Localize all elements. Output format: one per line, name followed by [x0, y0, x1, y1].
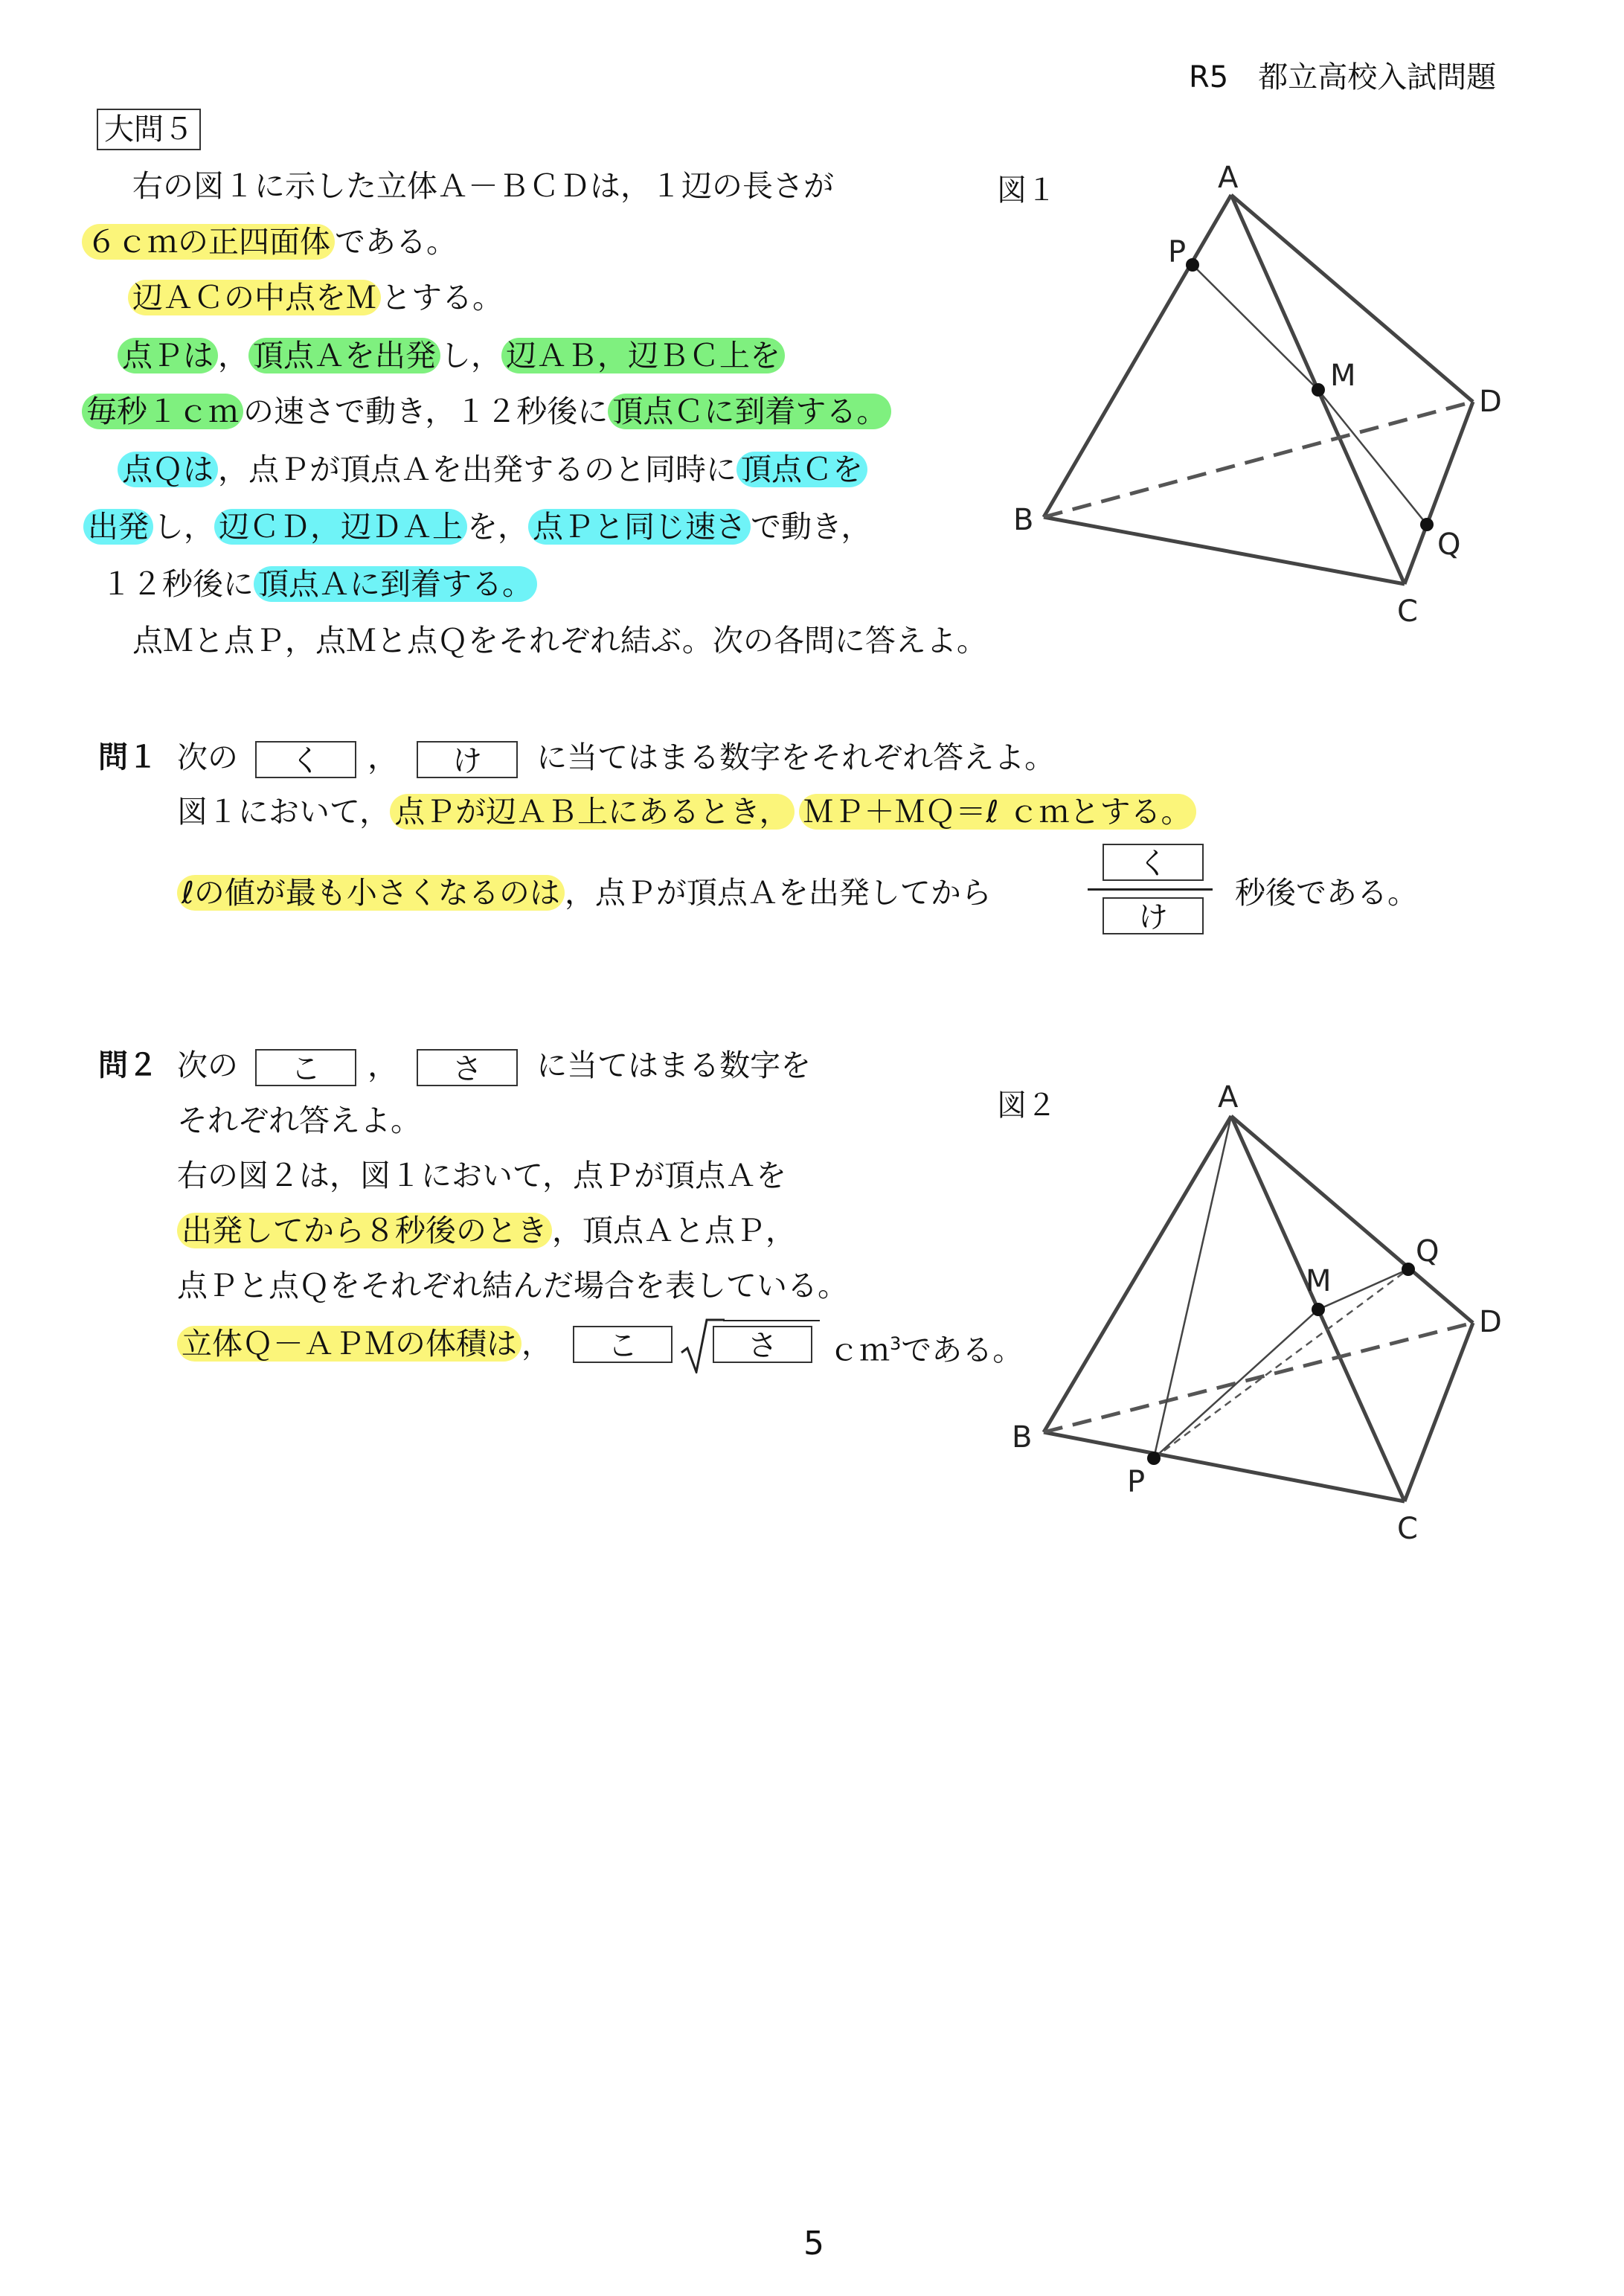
highlight-volume: 立体Ｑ－ＡＰＭの体積は [177, 1326, 521, 1362]
intro-line-1 [132, 165, 834, 207]
intro-text: １２秒後に [101, 566, 254, 602]
question-1-label: 問１ [98, 740, 158, 775]
question-1-line-2 [177, 791, 1196, 833]
fraction-bar [1088, 888, 1213, 891]
highlight-mp-mq: ＭＰ＋ＭＱ＝ℓ ｃｍとする。 [799, 794, 1196, 830]
highlight-speed: 毎秒１ｃｍ [82, 394, 243, 429]
edge-bc [1044, 517, 1405, 584]
q2-text: に当てはまる数字を [536, 1048, 812, 1083]
edge-ab [1044, 195, 1231, 517]
q1-text: ，点Ｐが頂点Ａを出発してから [564, 875, 992, 911]
segment-pm [1154, 1309, 1318, 1458]
page-number: 5 [803, 2225, 824, 2263]
highlight-arrive-a: 頂点Ａに到着する。 [254, 566, 537, 602]
highlight-l-minimum: ℓの値が最も小さくなるのは [177, 875, 565, 911]
point-m-dot [1312, 383, 1325, 397]
q2-text: 次の [177, 1048, 238, 1083]
section-label: 大問５ [97, 109, 201, 150]
q2-text: ，頂点Ａと点Ｐ， [552, 1213, 796, 1248]
answer-box-sa-volume[interactable]: さ [713, 1326, 812, 1363]
point-p-dot [1147, 1452, 1161, 1465]
edge-bc [1044, 1432, 1405, 1501]
highlight-edge-length: ６ｃｍの正四面体 [82, 224, 335, 260]
edge-bd-hidden [1044, 1323, 1473, 1432]
intro-text: 右の図１に示した立体Ａ－ＢＣＤは，１辺の長さが [132, 168, 834, 204]
highlight-start-a: 頂点Ａを出発 [248, 338, 440, 373]
segment-pm [1193, 265, 1318, 390]
intro-text: ，点Ｐが頂点Ａを出発するのと同時に [218, 452, 736, 487]
segment-ap [1154, 1116, 1231, 1458]
answer-box-sa[interactable]: さ [417, 1049, 518, 1086]
intro-line-7 [83, 506, 871, 548]
vertex-label-d: D [1479, 1305, 1502, 1339]
question-2-line-4 [177, 1210, 796, 1251]
fraction-denominator-box[interactable]: け [1103, 897, 1204, 934]
vertex-label-b: B [1013, 503, 1034, 537]
question-2-line-5: 点Ｐと点Ｑをそれぞれ結んだ場合を表している。 [177, 1268, 848, 1303]
question-2-line-6 [177, 1323, 552, 1365]
intro-text: の速さで動き，１２秒後に [243, 394, 609, 429]
segment-pq-hidden [1154, 1269, 1408, 1458]
intro-text: 点Ｍと点Ｐ，点Ｍと点Ｑをそれぞれ結ぶ。次の各問に答えよ。 [132, 623, 987, 658]
intro-text: とする。 [381, 280, 503, 315]
highlight-same-speed: 点Ｐと同じ速さ [528, 509, 751, 545]
point-label-m: M [1306, 1264, 1332, 1298]
intro-line-2 [82, 221, 457, 263]
question-2-unit [829, 1323, 1023, 1371]
highlight-p-on-ab: 点Ｐが辺ＡＢ上にあるとき， [390, 794, 794, 830]
q2-text: ， [368, 1048, 399, 1083]
vertex-label-c: C [1397, 594, 1418, 629]
highlight-start-c: 頂点Ｃを [736, 452, 867, 487]
point-q-dot [1420, 518, 1434, 531]
figure-1-label: 図１ [997, 173, 1056, 208]
edge-bd-hidden [1044, 402, 1473, 517]
point-label-p: P [1168, 235, 1187, 269]
intro-line-8 [101, 563, 537, 605]
vertex-label-b: B [1012, 1420, 1033, 1455]
edge-cd [1405, 1323, 1473, 1501]
unit-cm: ｃｍ [829, 1332, 890, 1368]
figure-2-label: 図２ [997, 1088, 1056, 1123]
q2-text: である。 [901, 1332, 1024, 1368]
question-2-line-2: それぞれ答えよ。 [177, 1103, 421, 1138]
intro-line-5 [82, 391, 891, 432]
highlight-point-q: 点Ｑは [118, 452, 218, 487]
figure-2-tetrahedron [1004, 1071, 1525, 1562]
question-1-line-1 [177, 737, 1055, 778]
vertex-label-d: D [1479, 385, 1502, 419]
page-header: R5 都立高校入試問題 [1189, 60, 1497, 94]
q1-text: ， [368, 740, 399, 775]
question-2-label: 問２ [98, 1048, 158, 1083]
intro-text: である。 [335, 224, 457, 260]
answer-box-ko[interactable]: こ [255, 1049, 356, 1086]
point-p-dot [1186, 258, 1199, 272]
segment-mq [1318, 1269, 1408, 1309]
question-1-line-3-end: 秒後である。 [1235, 875, 1418, 911]
q1-text: 図１において， [177, 794, 391, 830]
intro-line-9 [132, 620, 987, 661]
vertex-label-a: A [1218, 1080, 1239, 1115]
highlight-edges-ab-bc: 辺ＡＢ，辺ＢＣ上を [501, 338, 785, 373]
point-label-q: Q [1416, 1234, 1440, 1269]
q1-text: 次の [177, 740, 238, 775]
point-label-m: M [1330, 359, 1356, 393]
highlight-midpoint: 辺ＡＣの中点をＭ [128, 280, 381, 315]
fraction-ku-over-ke [1088, 844, 1213, 942]
q1-text: に当てはまる数字をそれぞれ答えよ。 [536, 740, 1056, 775]
intro-line-6 [118, 449, 867, 490]
point-q-dot [1402, 1263, 1415, 1276]
q2-text: ， [521, 1326, 552, 1362]
square-root-overline [723, 1320, 820, 1321]
answer-box-ke[interactable]: け [417, 741, 518, 778]
question-2-line-1 [177, 1045, 811, 1086]
highlight-depart: 出発 [83, 509, 153, 545]
unit-superscript: 3 [890, 1333, 902, 1354]
vertex-label-c: C [1397, 1512, 1418, 1546]
edge-ad [1231, 1116, 1473, 1323]
answer-box-ko-volume[interactable]: こ [573, 1326, 673, 1363]
point-label-p: P [1127, 1465, 1146, 1499]
intro-text: し， [153, 509, 214, 545]
fraction-numerator-box[interactable]: く [1103, 844, 1204, 881]
question-2-line-3: 右の図２は，図１において，点Ｐが頂点Ａを [177, 1158, 787, 1193]
intro-text: を， [467, 509, 528, 545]
intro-text: し， [440, 338, 501, 373]
highlight-arrive-c: 頂点Ｃに到着する。 [608, 394, 891, 429]
segment-mq [1318, 390, 1427, 525]
highlight-edges-cd-da: 辺ＣＤ，辺ＤＡ上 [214, 509, 467, 545]
point-m-dot [1312, 1303, 1325, 1316]
intro-line-3 [128, 277, 503, 318]
highlight-eight-seconds: 出発してから８秒後のとき [177, 1213, 552, 1248]
intro-text: で動き， [751, 509, 872, 545]
question-1-line-3 [177, 872, 992, 914]
edge-ab [1044, 1116, 1231, 1432]
intro-text: ， [218, 338, 248, 373]
vertex-label-a: A [1218, 161, 1239, 195]
figure-1-tetrahedron [1004, 149, 1525, 640]
intro-line-4 [118, 335, 785, 376]
highlight-point-p: 点Ｐは [118, 338, 218, 373]
answer-box-ku[interactable]: く [255, 741, 356, 778]
point-label-q: Q [1437, 527, 1461, 562]
